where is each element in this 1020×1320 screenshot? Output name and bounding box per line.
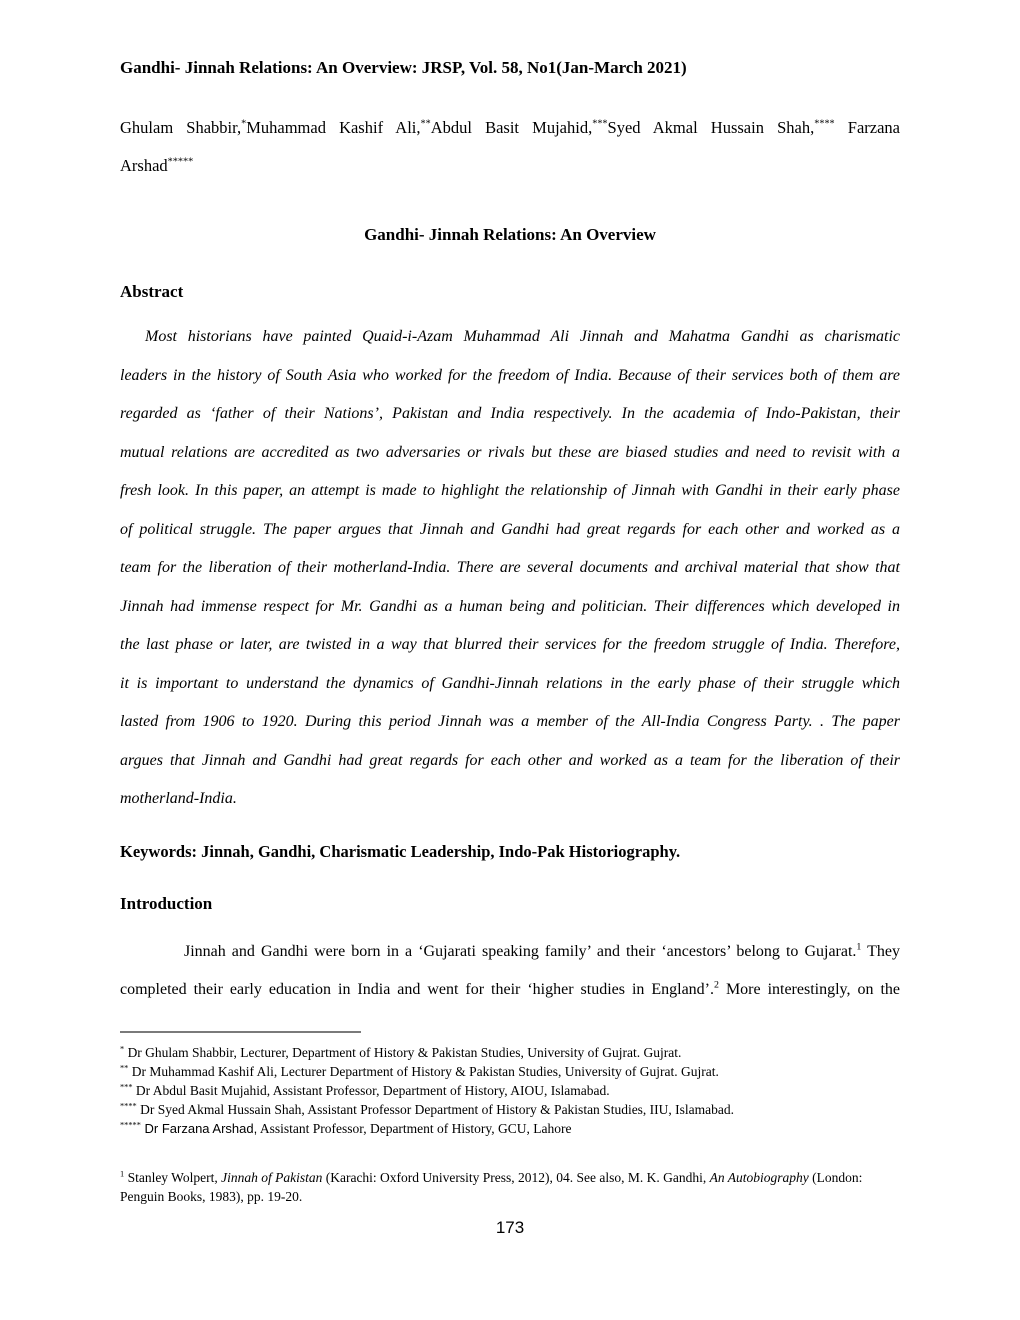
abstract-paragraph [120, 318, 900, 819]
author-line-1 [120, 109, 900, 147]
abstract-line: the last phase or later, are twisted in a way that blurred their services for the freedom struggle of India. Therefore, [120, 636, 900, 653]
citation-text: (Karachi: Oxford University Press, 2012), 04. See also, M. K. Gandhi, [322, 1169, 710, 1185]
author-name: Farzana [834, 118, 901, 137]
citation-footnote [120, 1168, 900, 1207]
abstract-line: fresh look. In this paper, an attempt is made to highlight the relationship of Jinnah with Gandhi in their early phase [120, 482, 900, 499]
author-block [120, 109, 900, 185]
abstract-line: leaders in the history of South Asia who worked for the freedom of India. Because of their services both of them are [120, 366, 900, 384]
abstract-line: of political struggle. The paper argues that Jinnah and Gandhi had great regards for each other and worked as a [120, 520, 900, 538]
abstract-heading: Abstract [120, 282, 184, 301]
footnote-text: Dr Ghulam Shabbir, Lecturer, Department of History & Pakistan Studies, University of Gujrat. Gujrat. [124, 1044, 682, 1060]
author-footnote-marker: **** [814, 118, 835, 130]
footnote-text: Dr Abdul Basit Mujahid, Assistant Professor, Department of History, AIOU, Islamabad. [132, 1082, 610, 1098]
abstract-line: motherland-India. [120, 790, 237, 807]
footnote-separator-rule [120, 1031, 361, 1033]
author-name: Abdul Basit Mujahid, [430, 118, 593, 137]
abstract-line: regarded as ‘father of their Nations’, Pakistan and India respectively. In the academia of Indo-Pakistan, their [120, 405, 900, 422]
abstract-line: team for the liberation of their motherland-India. There are several documents and archival material that show that [120, 559, 900, 576]
introduction-heading: Introduction [120, 893, 213, 913]
footnote-text: Dr Muhammad Kashif Ali, Lecturer Department of History & Pakistan Studies, University of Gujrat. Gujrat. [128, 1063, 719, 1079]
page-number: 173 [495, 1217, 525, 1237]
introduction-paragraph [120, 933, 900, 1009]
footnote-ref-1: 1 [856, 941, 862, 953]
footnote-line [120, 1119, 900, 1138]
introduction-text: completed their early education in India and went for their ‘higher studies in England’. [120, 980, 715, 998]
footnote-ref-2: 2 [714, 979, 719, 991]
introduction-line [120, 971, 900, 1009]
author-footnote-marker: ***** [167, 156, 194, 168]
author-footnote-marker: ** [420, 118, 431, 130]
footnote-marker: **** [120, 1101, 137, 1110]
footnote-marker: * [120, 1044, 125, 1053]
footnote-marker: ***** [120, 1120, 141, 1129]
abstract-line: mutual relations are accredited as two adversaries or rivals but these are biased studies and need to revisit with a [120, 443, 900, 461]
citation-text: (London: Penguin Books, 1983), pp. 19-20. [120, 1169, 863, 1204]
abstract-line: Most historians have painted Quaid-i-Azam Muhammad Ali Jinnah and Mahatma Gandhi as charismatic [145, 328, 900, 345]
footnote-text: Assistant Professor, Department of History, GCU, Lahore [257, 1120, 572, 1136]
introduction-text: They [861, 942, 900, 960]
abstract-line: lasted from 1906 to 1920. During this period Jinnah was a member of the All-India Congress Party. . The paper [120, 713, 900, 730]
citation-book-title: Jinnah of Pakistan [221, 1169, 323, 1185]
footnote-marker: ** [120, 1063, 129, 1072]
keywords-line: Keywords: Jinnah, Gandhi, Charismatic Leadership, Indo-Pak Historiography. [120, 841, 681, 861]
introduction-text: More interestingly, on the [718, 980, 901, 998]
citation-text: Stanley Wolpert, [124, 1169, 222, 1185]
author-footnote-marker: *** [592, 118, 608, 130]
abstract-line: Jinnah had immense respect for Mr. Gandhi as a human being and politician. Their differences which developed in [120, 597, 900, 615]
footnote-line [120, 1062, 900, 1081]
author-name: Syed Akmal Hussain Shah, [607, 118, 815, 137]
paper-title: Gandhi- Jinnah Relations: An Overview [364, 225, 656, 244]
author-name: Arshad [120, 156, 168, 175]
running-head: Gandhi- Jinnah Relations: An Overview: JRSP, Vol. 58, No1(Jan-March 2021) [120, 58, 687, 77]
author-name: Ghulam Shabbir, [120, 118, 242, 137]
footnote-line [120, 1100, 900, 1119]
footnote-marker: *** [120, 1082, 133, 1091]
abstract-line: it is important to understand the dynamics of Gandhi-Jinnah relations in the early phase of their struggle which [120, 674, 900, 692]
author-footnote-marker: * [241, 118, 247, 130]
author-footnotes [120, 1043, 900, 1138]
abstract-line: argues that Jinnah and Gandhi had great regards for each other and worked as a team for the liberation of their [120, 751, 900, 769]
author-name: Muhammad Kashif Ali, [246, 118, 421, 137]
footnote-text: Dr Syed Akmal Hussain Shah, Assistant Professor Department of History & Pakistan Studies, IIU, Islamabad. [136, 1101, 735, 1117]
introduction-line [120, 933, 900, 971]
author-line-2 [120, 147, 900, 185]
footnote-line [120, 1081, 900, 1100]
footnote-author-name: Dr Farzana Arshad, [140, 1120, 258, 1136]
citation-book-title: An Autobiography [709, 1169, 809, 1185]
footnote-marker: 1 [120, 1169, 125, 1178]
footnote-line [120, 1043, 900, 1062]
introduction-text: Jinnah and Gandhi were born in a ‘Gujarati speaking family’ and their ‘ancestors’ belong to Gujarat. [184, 942, 857, 960]
